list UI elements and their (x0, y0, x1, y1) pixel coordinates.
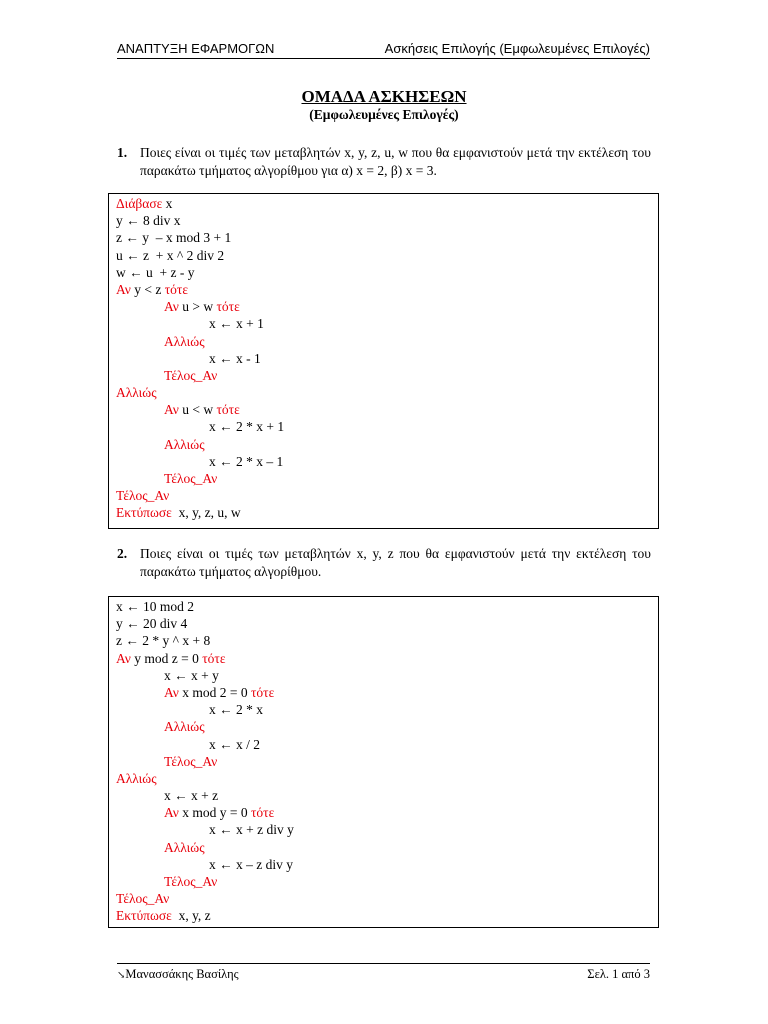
code-line (116, 615, 658, 632)
keyword: Τέλος_Αν (164, 874, 218, 889)
keyword: Αν (164, 299, 179, 315)
code-text: x ← 2 * x (209, 702, 263, 718)
keyword: Τέλος_Αν (116, 891, 170, 907)
code-text: y mod z = 0 (130, 650, 203, 666)
code-box-2 (108, 596, 659, 928)
code-line (116, 804, 658, 821)
keyword: Αν (116, 281, 131, 297)
code-line (116, 418, 658, 435)
question-number: 1. (117, 145, 128, 160)
code-line (116, 873, 658, 890)
keyword: τότε (216, 299, 240, 315)
code-line (116, 598, 658, 615)
keyword: Αν (116, 650, 131, 666)
code-box-1 (108, 193, 659, 529)
code-text: u ← z + x ^ 2 div 2 (116, 247, 225, 263)
question-number: 2. (117, 546, 128, 561)
keyword: τότε (216, 402, 240, 418)
code-line (116, 315, 658, 332)
footer-author (117, 967, 239, 982)
code-text: y ← 8 div x (116, 213, 181, 229)
code-text: u < w (178, 402, 217, 418)
code-line (116, 821, 658, 838)
code-line (116, 890, 658, 907)
code-line (116, 684, 658, 701)
code-line (116, 350, 658, 367)
question-1 (117, 144, 651, 180)
code-text: x, y, z, u, w (171, 505, 241, 521)
keyword: τότε (250, 684, 275, 700)
question-text: Ποιες είναι οι τιμές των μεταβλητών x, y, z, u, w που θα εμφανιστούν μετά την εκτέλεση του παρακάτω τμήματος αλγορίθμου για α) x = 2, β) x = 3. (140, 145, 651, 178)
keyword: Αν (164, 805, 179, 821)
code-text: y < z (130, 281, 165, 297)
code-line (116, 281, 658, 298)
code-line (116, 229, 658, 246)
code-line (116, 667, 658, 684)
code-line (116, 701, 658, 718)
code-line (116, 856, 658, 873)
code-line (116, 839, 658, 856)
code-line (116, 367, 658, 384)
keyword: Τέλος_Αν (164, 471, 218, 486)
code-text: z ← 2 * y ^ x + 8 (116, 633, 211, 649)
code-text: u > w (178, 299, 217, 315)
code-text: x mod 2 = 0 (178, 684, 251, 700)
code-line (116, 470, 658, 487)
code-text: x ← x / 2 (209, 736, 261, 752)
footer-divider (117, 963, 650, 964)
code-line (116, 333, 658, 350)
code-line (116, 487, 658, 504)
code-text: y ← 20 div 4 (116, 616, 188, 632)
header-left: ΑΝΑΠΤΥΞΗ ΕΦΑΡΜΟΓΩΝ (117, 41, 275, 56)
code-text: z ← y – x mod 3 + 1 (116, 230, 232, 246)
question-text: Ποιες είναι οι τιμές των μεταβλητών x, y, z που θα εμφανιστούν μετά την εκτέλεση του παρακάτω τμήματος αλγορίθμου. (140, 546, 651, 579)
keyword: Αλλιώς (116, 770, 157, 786)
code-line (116, 736, 658, 753)
header-right: Ασκήσεις Επιλογής (Εμφωλευμένες Επιλογές) (384, 41, 650, 56)
code-text: x ← x + y (164, 667, 219, 683)
code-line (116, 298, 658, 315)
code-text: x ← 2 * x – 1 (209, 453, 284, 469)
code-line (116, 907, 658, 924)
code-line (116, 787, 658, 804)
keyword: τότε (164, 281, 188, 297)
keyword: Αλλιώς (164, 719, 205, 735)
code-line (116, 753, 658, 770)
keyword: Τέλος_Αν (164, 367, 218, 383)
keyword: Αλλιώς (164, 436, 205, 452)
code-text: x ← 2 * x + 1 (209, 419, 285, 435)
code-line (116, 195, 658, 212)
keyword: Τέλος_Αν (116, 488, 170, 504)
code-text: x ← x + 1 (209, 316, 264, 332)
page-title: ΟΜΑΔΑ ΑΣΚΗΣΕΩΝ (301, 87, 467, 106)
code-line (116, 384, 658, 401)
keyword: Αν (164, 684, 179, 700)
code-text: w ← u + z - y (116, 264, 195, 280)
keyword: Εκτύπωσε (116, 908, 172, 924)
keyword: τότε (202, 650, 226, 666)
code-line (116, 718, 658, 735)
code-text: x (162, 196, 173, 211)
code-text: x ← x + z (164, 788, 219, 804)
page-subtitle: (Εμφωλευμένες Επιλογές) (309, 107, 459, 122)
keyword: Αλλιώς (164, 333, 205, 349)
code-text: x ← x - 1 (209, 350, 261, 366)
code-line (116, 770, 658, 787)
keyword: Αν (164, 402, 179, 418)
code-line (116, 650, 658, 667)
code-text: x ← 10 mod 2 (116, 599, 195, 614)
code-line (116, 247, 658, 264)
keyword: Διάβασε (116, 196, 163, 211)
code-line (116, 264, 658, 281)
keyword: Τέλος_Αν (164, 753, 218, 769)
keyword: Αλλιώς (164, 839, 205, 855)
keyword: Αλλιώς (116, 385, 157, 401)
author-name: Μανασσάκης Βασίλης (125, 967, 239, 981)
code-text: x ← x – z div y (209, 856, 293, 872)
code-line (116, 436, 658, 453)
code-line (116, 504, 658, 521)
arrow-icon: ↘ (117, 970, 126, 981)
header-divider (117, 58, 650, 59)
code-text: x ← x + z div y (209, 822, 294, 838)
code-line (116, 401, 658, 418)
page-number: Σελ. 1 από 3 (587, 967, 650, 981)
code-text: x mod y = 0 (178, 805, 251, 821)
code-line (116, 453, 658, 470)
keyword: τότε (250, 805, 275, 821)
code-line (116, 212, 658, 229)
keyword: Εκτύπωσε (116, 505, 172, 521)
question-2 (117, 545, 651, 581)
code-text: x, y, z (171, 908, 211, 924)
code-line (116, 632, 658, 649)
